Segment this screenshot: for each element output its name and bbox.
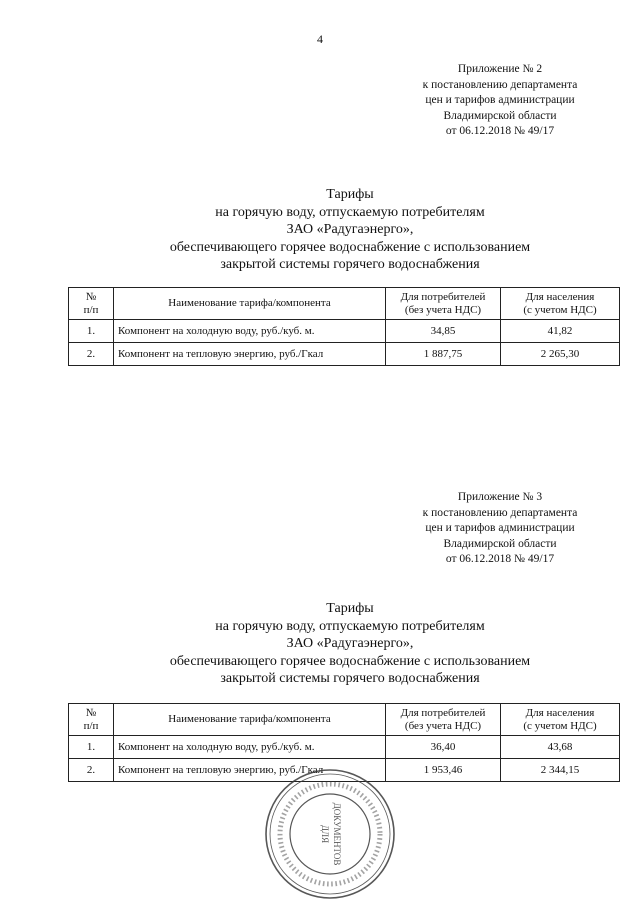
header-name: Наименование тарифа/компонента — [114, 288, 386, 320]
row-name: Компонент на холодную воду, руб./куб. м. — [114, 320, 386, 343]
tariff-heading-2 — [80, 600, 620, 688]
appendix-date: от 06.12.2018 № 49/17 — [445, 125, 555, 137]
row-num: 2. — [69, 759, 114, 782]
appendix-line: цен и тарифов администрации — [425, 522, 575, 534]
heading-line: закрытой системы горячего водоснабжения — [220, 257, 480, 272]
header-population: Для населения (с учетом НДС) — [501, 704, 620, 736]
row-population-value: 2 344,15 — [501, 759, 620, 782]
heading-line: на горячую воду, отпускаемую потребителям — [215, 204, 485, 220]
tariff-heading-1 — [80, 186, 620, 274]
row-consumers-value: 34,85 — [386, 320, 501, 343]
table-header-row — [69, 288, 620, 320]
appendix-title: Приложение № 2 — [457, 63, 543, 75]
header-num: № п/п — [69, 288, 114, 320]
row-num: 1. — [69, 736, 114, 759]
row-num: 2. — [69, 343, 114, 366]
row-consumers-value: 1 953,46 — [386, 759, 501, 782]
row-population-value: 41,82 — [501, 320, 620, 343]
appendix-line: Владимирской области — [443, 109, 557, 122]
appendix-date: от 06.12.2018 № 49/17 — [445, 553, 555, 565]
row-consumers-value: 36,40 — [386, 736, 501, 759]
table-row — [69, 343, 620, 366]
header-consumers: Для потребителей (без учета НДС) — [386, 704, 501, 736]
heading-line: обеспечивающего горячее водоснабжение с использованием — [169, 653, 531, 669]
header-consumers: Для потребителей (без учета НДС) — [386, 288, 501, 320]
tariff-table-1 — [68, 287, 620, 366]
row-name: Компонент на тепловую энергию, руб./Гкал — [114, 343, 386, 366]
heading-line: на горячую воду, отпускаемую потребителям — [215, 618, 485, 634]
heading-title: Тарифы — [326, 187, 374, 202]
row-name: Компонент на холодную воду, руб./куб. м. — [114, 736, 386, 759]
row-num: 1. — [69, 320, 114, 343]
appendix-line: к постановлению департамента — [422, 78, 578, 91]
appendix-2-header — [400, 62, 600, 140]
row-population-value: 2 265,30 — [501, 343, 620, 366]
heading-line: закрытой системы горячего водоснабжения — [220, 671, 480, 686]
row-consumers-value: 1 887,75 — [386, 343, 501, 366]
appendix-line: к постановлению департамента — [422, 506, 578, 519]
header-population: Для населения (с учетом НДС) — [501, 288, 620, 320]
heading-line: ЗАО «Радугаэнерго», — [286, 636, 414, 651]
row-name: Компонент на тепловую энергию, руб./Гкал — [114, 759, 386, 782]
row-population-value: 43,68 — [501, 736, 620, 759]
appendix-title: Приложение № 3 — [457, 491, 543, 503]
table-header-row — [69, 704, 620, 736]
table-row — [69, 320, 620, 343]
header-name: Наименование тарифа/компонента — [114, 704, 386, 736]
page-number: 4 — [317, 32, 323, 46]
stamp-center-text: ДОКУМЕНТОВ — [332, 802, 342, 866]
official-stamp — [262, 766, 398, 902]
appendix-line: Владимирской области — [443, 537, 557, 550]
heading-line: ЗАО «Радугаэнерго», — [286, 222, 414, 237]
heading-line: обеспечивающего горячее водоснабжение с использованием — [169, 239, 531, 255]
appendix-3-header — [400, 490, 600, 568]
heading-title: Тарифы — [326, 601, 374, 616]
table-row — [69, 736, 620, 759]
appendix-line: цен и тарифов администрации — [425, 94, 575, 106]
stamp-center-text: ДЛЯ — [320, 824, 330, 844]
header-num: № п/п — [69, 704, 114, 736]
